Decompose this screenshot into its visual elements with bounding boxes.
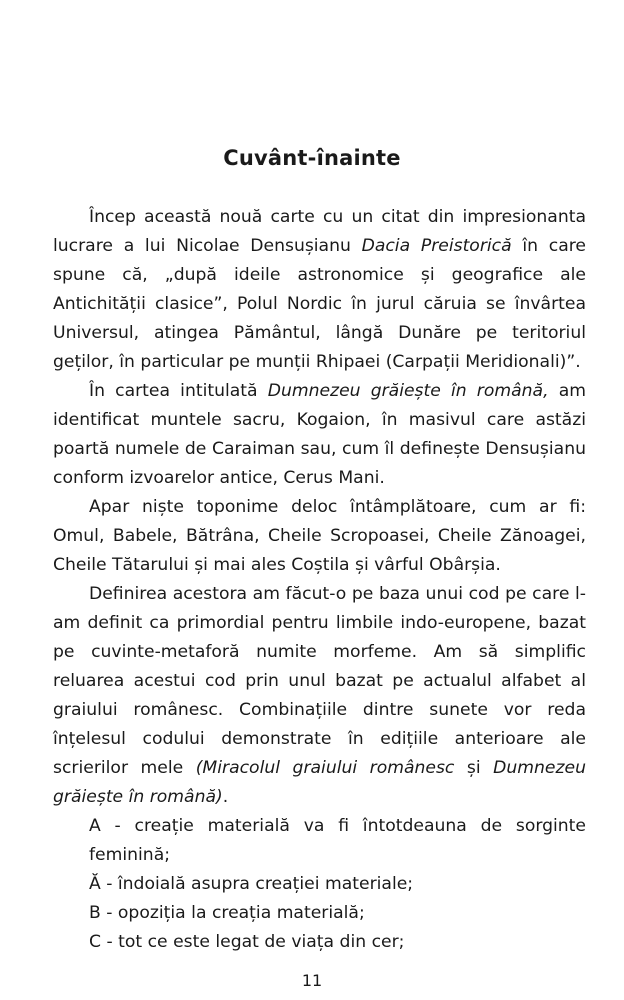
paragraph-4 bbox=[53, 580, 586, 812]
paragraph-2 bbox=[53, 377, 586, 493]
paragraph-1-text-c: în care spune că, „după ideile astronomice și geografice ale Antichității clasice”, Polul Nordic în jurul căruia se învârtea Universul, atingea Pământul, lângă Dunăre pe teritoriul geților, în particular pe munții Rhipaei (Carpații Meridionali)”. bbox=[53, 236, 586, 372]
list-item: B - opoziția la creația materială; bbox=[89, 903, 365, 923]
paragraph-1 bbox=[53, 203, 586, 377]
book-title-dumnezeu-graieste-2: Dumnezeu grăiește în română) bbox=[53, 758, 586, 807]
book-title-dumnezeu-graieste: Dumnezeu grăiește în română, bbox=[267, 381, 549, 401]
paragraph-4-text-a: Definirea acestora am făcut-o pe baza unui cod pe care l-am definit ca primordial pentru limbile indo-europene, bazat pe cuvinte-metaforă numite morfeme. Am să simplific reluarea acestui cod prin unul bazat pe actualul alfabet al graiului românesc. Combinațiile dintre sunete vor reda înțelesul codului demonstrate în edițiile anterioare ale scrierilor mele bbox=[53, 584, 586, 778]
paragraph-1-text-a: Încep această nouă carte cu un citat din impresionanta lucrare a lui Nicolae Densușianu bbox=[53, 207, 586, 256]
list-item: A - creație materială va fi întotdeauna de sorginte feminină; bbox=[89, 816, 586, 865]
chapter-body bbox=[53, 203, 586, 957]
letter-definitions-list bbox=[53, 812, 586, 957]
paragraph-4-text-e: . bbox=[222, 787, 229, 807]
paragraph-2-text-c: am identificat muntele sacru, Kogaion, în masivul care astăzi poartă numele de Caraiman sau, cum îl definește Densușianu conform izvoarelor antice, Cerus Mani. bbox=[53, 381, 586, 488]
paragraph-3: Apar niște toponime deloc întâmplătoare, cum ar fi: Omul, Babele, Bătrâna, Cheile Scropoasei, Cheile Zănoagei, Cheile Tătarului și mai ales Coștila și vârful Obârșia. bbox=[53, 497, 586, 575]
book-title-miracolul: (Miracolul graiului românesc bbox=[195, 758, 455, 778]
page-number: 11 bbox=[301, 971, 323, 990]
paragraph-4-text-c: și bbox=[454, 758, 494, 778]
list-item: Ă - îndoială asupra creației materiale; bbox=[89, 874, 414, 894]
book-title-dacia-preistorica: Dacia Preistorică bbox=[361, 236, 512, 256]
paragraph-2-text-a: În cartea intitulată bbox=[89, 381, 268, 401]
chapter-title: Cuvânt-înainte bbox=[223, 146, 401, 170]
list-item: C - tot ce este legat de viața din cer; bbox=[89, 932, 405, 952]
